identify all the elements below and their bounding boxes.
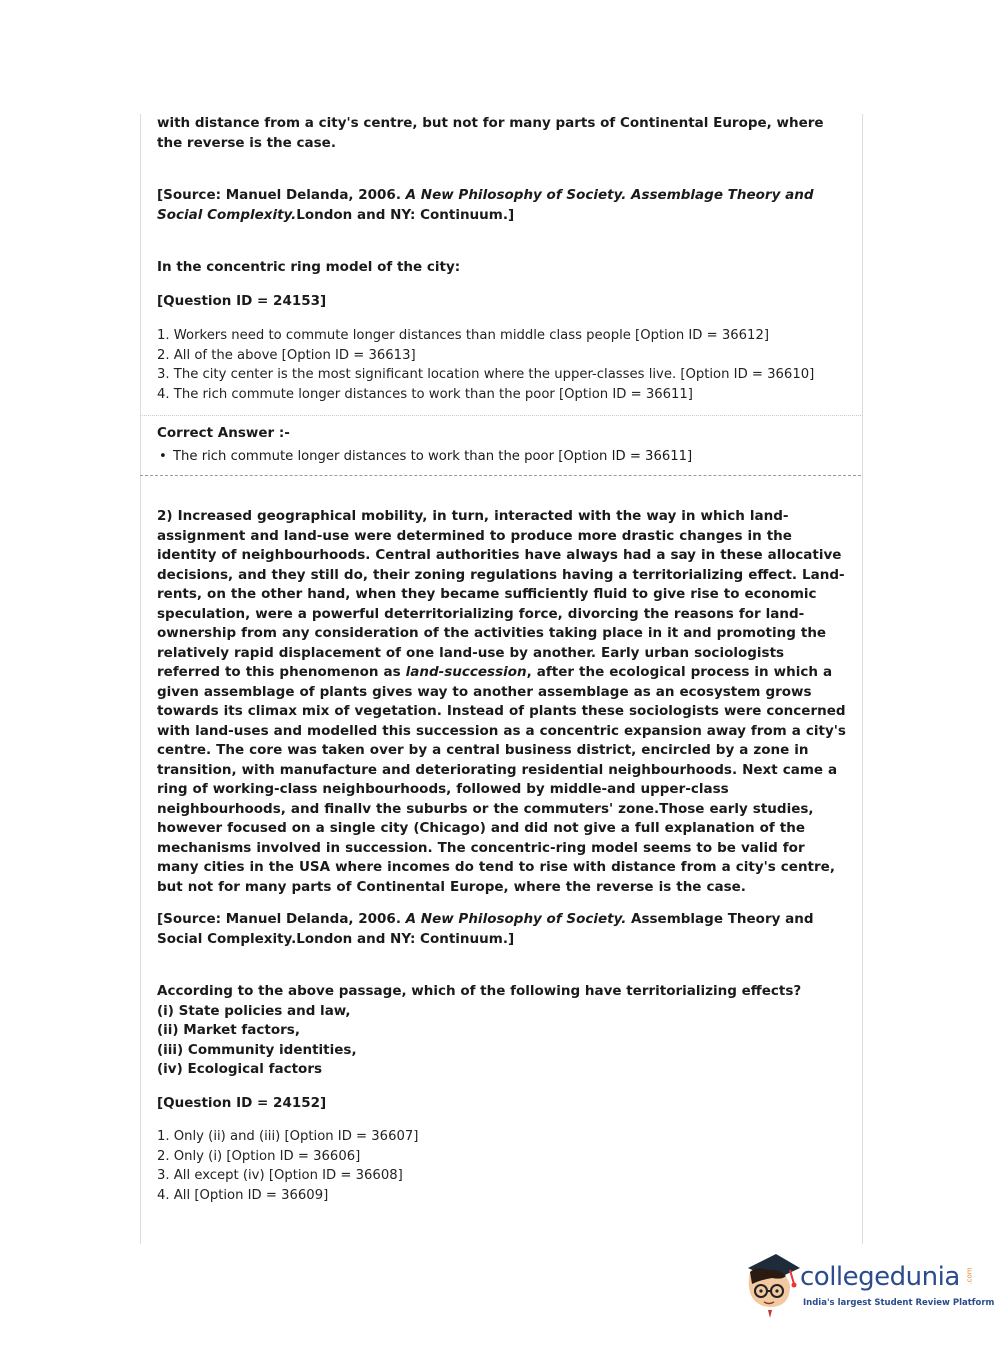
question-separator <box>140 475 861 476</box>
q1-passage-tail <box>157 114 847 153</box>
q2-passage <box>157 507 847 897</box>
source-publisher: London and NY: Continuum.] <box>296 206 515 223</box>
q2-options <box>157 1127 847 1205</box>
question-id: [Question ID = 24153] <box>157 293 327 309</box>
logo-wordmark: collegedunia <box>800 1262 960 1292</box>
option-1: 1. Workers need to commute longer distances than middle class people [Option ID = 36612] <box>157 328 769 343</box>
question-line: (iv) Ecological factors <box>157 1061 323 1077</box>
q1-question-id <box>157 292 847 312</box>
q1-options <box>157 326 847 404</box>
passage-text-continued: , after the ecological process in which a given assemblage of plants gives way to another assemblage as an ecosystem grows towards its climax mix of vegetation. Instead of plants these sociologists were concerned with land-uses and modelled this succession as a concentric expansion away from a city's centre. The core was taken over by a central business district, encircled by a zone in transition, with manufacture and deteriorating residential neighbourhoods. Next came a ring of working-class neighbourhoods, followed by middle-and upper-class neighbourhoods, and finallv the suburbs or the commuters' zone.Those early studies, however focused on a single city (Chicago) and did not give a full explanation of the mechanisms involved in succession. The concentric-ring model seems to be valid for many cities in the USA where incomes do tend to rise with distance from a city's centre, but not for many parts of Continental Europe, where the reverse is the case. <box>157 664 846 895</box>
q1-question <box>157 258 847 278</box>
option-2: 2. All of the above [Option ID = 36613] <box>157 347 416 363</box>
collegedunia-logo <box>742 1250 995 1330</box>
option-1: 1. Only (ii) and (iii) [Option ID = 36607] <box>157 1129 419 1144</box>
question-line: (iii) Community identities, <box>157 1041 357 1058</box>
divider <box>140 415 861 416</box>
passage-text: with distance from a city's centre, but not for many parts of Continental Europe, where the reverse is the case. <box>157 115 824 151</box>
passage-italic-term: land-succession <box>405 664 527 680</box>
q2-question <box>157 982 847 1080</box>
option-4: 4. All [Option ID = 36609] <box>157 1187 329 1203</box>
correct-answer-list <box>157 447 847 467</box>
option-2: 2. Only (i) [Option ID = 36606] <box>157 1148 361 1164</box>
question-line: (i) State policies and law, <box>157 1002 351 1019</box>
question-text: In the concentric ring model of the city: <box>157 259 461 275</box>
source-title: A New Philosophy of Society. Assemblage Theory and Social Complexity. <box>157 187 814 223</box>
logo-tagline: India's largest Student Review Platform <box>803 1298 995 1308</box>
option-3: 3. All except (iv) [Option ID = 36608] <box>157 1168 403 1183</box>
q2-question-id <box>157 1094 847 1114</box>
question-line: (ii) Market factors, <box>157 1022 300 1038</box>
source-publisher: Assemblage Theory and Social Complexity.London and NY: Continuum.] <box>157 911 814 947</box>
passage-text: 2) Increased geographical mobility, in turn, interacted with the way in which land-assignment and land-use were determined to produce more drastic changes in the identity of neighbourhoods. Central authorities have always had a say in these allocative decisions, and they still do, their zoning regulations having a territorializing effect. Land-rents, on the other hand, when they became sufficiently fluid to give rise to economic speculation, were a powerful deterritorializing force, divorcing the reasons for land-ownership from any consideration of the activities taking place in it and promoting the relatively rapid displacement of one land-use by another. Early urban sociologists referred to this phenomenon as <box>157 508 845 680</box>
correct-answer-item: • The rich commute longer distances to work than the poor [Option ID = 36611] <box>173 447 847 467</box>
source-title: A New Philosophy of Society. <box>405 911 627 927</box>
logo-com: .com <box>965 1267 974 1285</box>
mascot-icon <box>742 1250 802 1320</box>
q2-source <box>157 910 847 949</box>
option-4: 4. The rich commute longer distances to work than the poor [Option ID = 36611] <box>157 386 693 402</box>
source-prefix: [Source: Manuel Delanda, 2006. <box>157 911 406 927</box>
source-prefix: [Source: Manuel Delanda, 2006. <box>157 187 406 203</box>
q1-correct-answer <box>157 424 847 466</box>
question-line: According to the above passage, which of the following have territorializing effects? <box>157 983 802 999</box>
correct-answer-label: Correct Answer :- <box>157 425 290 441</box>
question-id: [Question ID = 24152] <box>157 1095 327 1111</box>
option-3: 3. The city center is the most significant location where the upper-classes live. [Option ID = 36610] <box>157 367 815 382</box>
q1-source <box>157 186 847 225</box>
